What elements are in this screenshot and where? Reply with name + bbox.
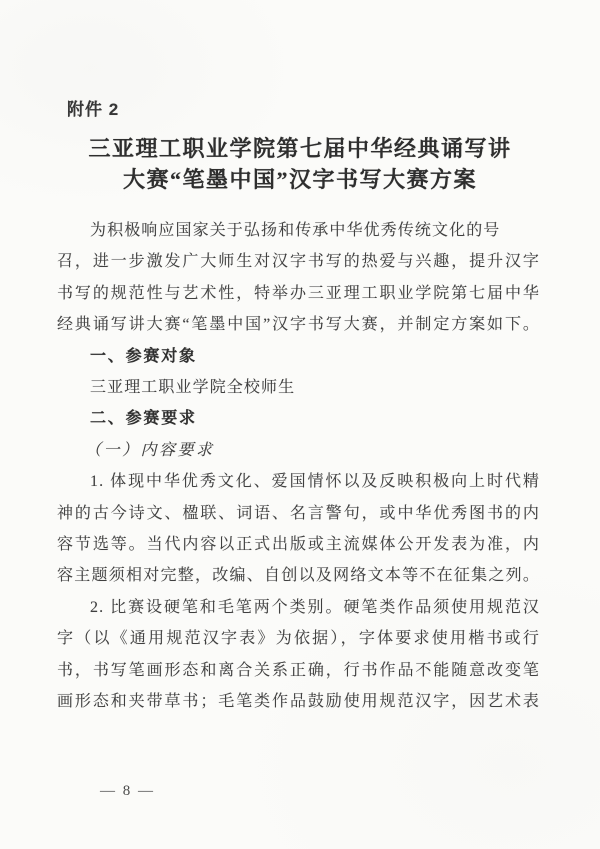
- item1-line: 神的古今诗文、楹联、词语、名言警句，或中华优秀图书的内: [57, 504, 540, 522]
- item2-line: 2. 比赛设硬笔和毛笔两个类别。硬笔类作品须使用规范汉: [90, 598, 540, 616]
- subsection-heading-content-requirements: （一）内容要求: [85, 441, 215, 459]
- intro-line: 经典诵写讲大赛“笔墨中国”汉字书写大赛，并制定方案如下。: [57, 316, 540, 334]
- document-title: [0, 133, 600, 195]
- item1-line: 容节选等。当代内容以正式出版或主流媒体公开发表为准，内: [57, 536, 540, 554]
- document-body: [57, 215, 540, 718]
- item2-line: 字（以《通用规范汉字表》为依据），字体要求使用楷书或行: [57, 630, 540, 648]
- item1-line: 1. 体现中华优秀文化、爱国情怀以及反映积极向上时代精: [90, 473, 540, 491]
- attachment-label: 附件 2: [67, 100, 120, 119]
- intro-line: 召，进一步激发广大师生对汉字书写的热爱与兴趣，提升汉字: [57, 253, 540, 271]
- item2-line: 画形态和夹带草书；毛笔类作品鼓励使用规范汉字，因艺术表: [57, 693, 540, 711]
- item1-line: 容主题须相对完整，改编、自创以及网络文本等不在征集之列。: [57, 567, 540, 585]
- participants-text: 三亚理工职业学院全校师生: [90, 379, 296, 397]
- section-heading-participants: 一、参赛对象: [90, 347, 197, 365]
- document-title-line-1: 三亚理工职业学院第七届中华经典诵写讲: [88, 136, 512, 161]
- page-number: — 8 —: [100, 783, 155, 799]
- document-title-line-2: 大赛“笔墨中国”汉字书写大赛方案: [122, 167, 477, 192]
- intro-line: 为积极响应国家关于弘扬和传承中华优秀传统文化的号: [90, 222, 501, 239]
- item2-line: 书，书写笔画形态和离合关系正确，行书作品不能随意改变笔: [57, 661, 540, 679]
- section-heading-requirements: 二、参赛要求: [90, 410, 197, 428]
- intro-line: 书写的规范性与艺术性，特举办三亚理工职业学院第七届中华: [57, 284, 540, 302]
